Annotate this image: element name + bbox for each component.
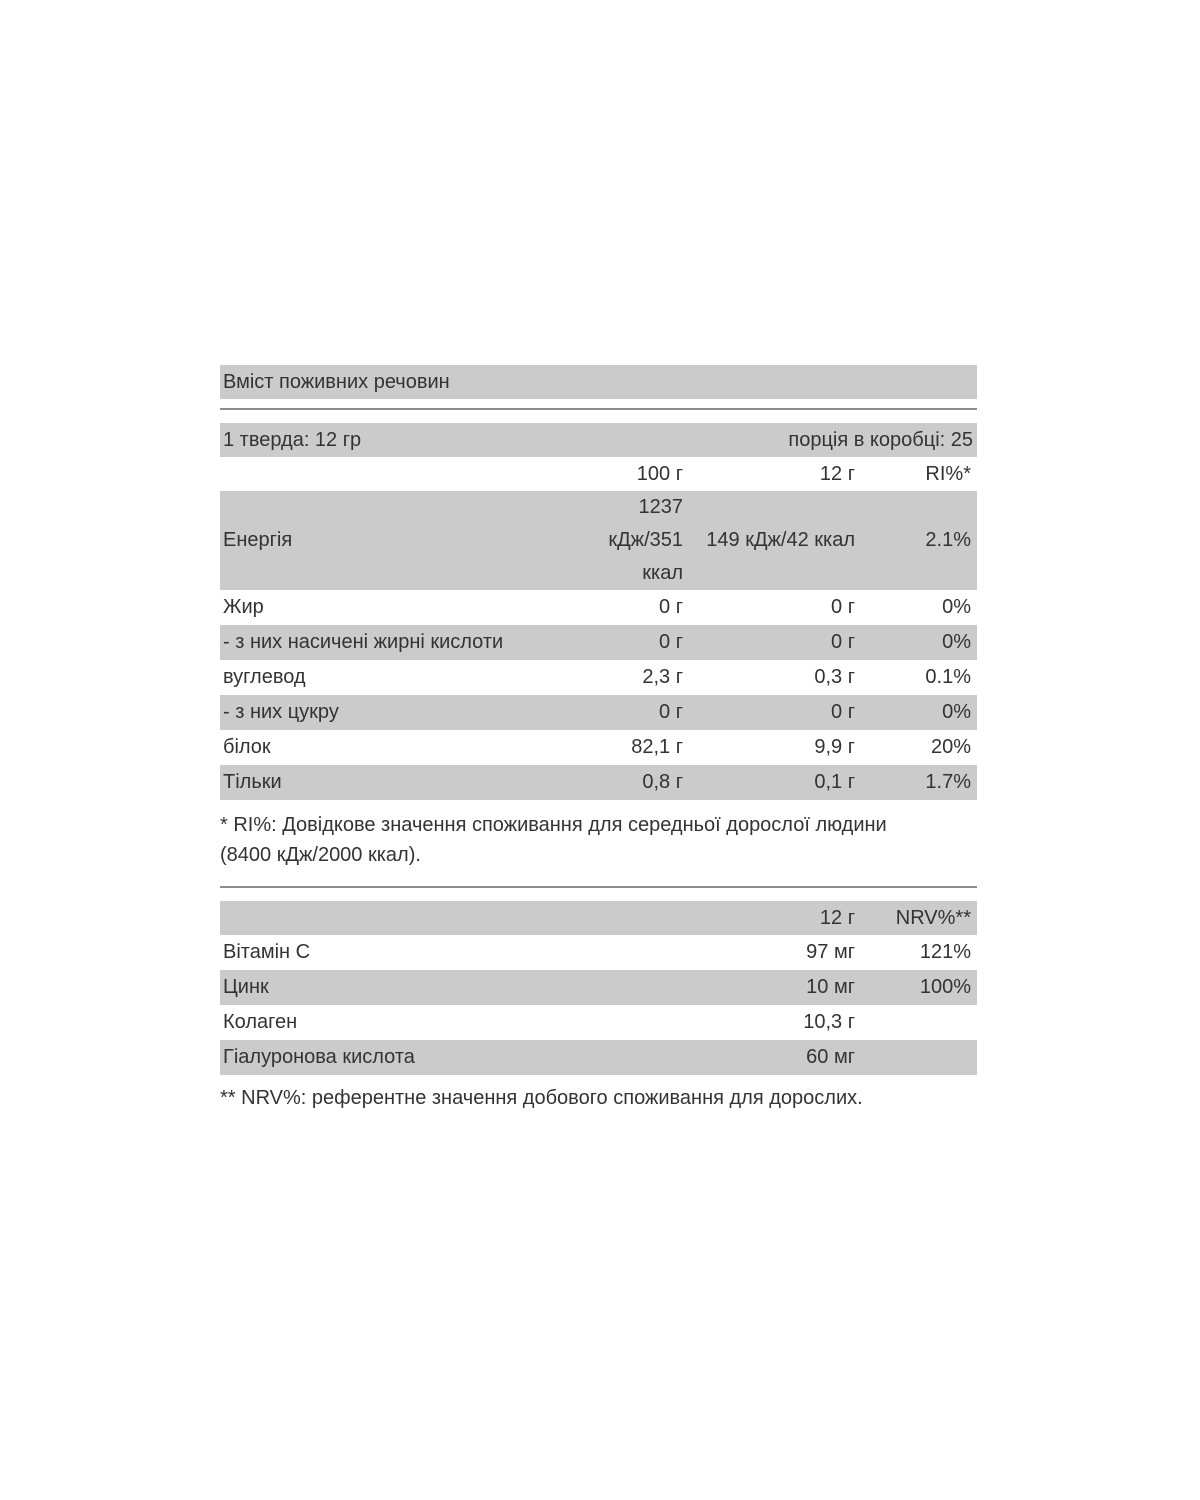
micro-table-header-row [220,901,977,935]
value-per-100g: 0 г [659,701,683,723]
column-header-12g: 12 г [819,462,855,485]
value-per-12g: 60 мг [806,1046,855,1068]
value-per-12g: 0 г [831,631,855,653]
value-per-12g: 10,3 г [803,1011,855,1033]
value-per-100g: 0 г [659,596,683,618]
value-ri-percent: 20% [930,736,971,758]
value-per-100g: 2,3 г [642,666,683,688]
section-divider [220,408,977,410]
nutrient-label: Цинк [223,976,269,998]
column-header-100g: 100 г [636,462,683,485]
value-per-12g: 10 мг [806,976,855,998]
value-per-12g: 9,9 г [814,736,855,758]
table-row-carbohydrate [220,660,977,695]
column-header-ri: RI%* [925,462,971,485]
nutrient-label: Гіалуронова кислота [223,1046,415,1068]
section-divider [220,886,977,888]
ri-footnote: * RI%: Довідкове значення споживання для середньої дорослої людини (8400 кДж/2000 ккал). [220,814,887,866]
column-header-12g: 12 г [819,906,855,929]
value-per-12g: 0 г [831,596,855,618]
value-per-12g: 149 кДж/42 ккал [706,529,855,551]
value-per-12g: 0,3 г [814,666,855,688]
value-ri-percent: 0% [942,631,971,653]
value-ri-percent: 2.1% [925,529,971,551]
value-per-100g: 0,8 г [642,771,683,793]
value-ri-percent: 0% [942,701,971,723]
value-per-100g: 82,1 г [631,736,683,758]
value-per-12g: 0,1 г [814,771,855,793]
table-title: Вміст поживних речовин [220,365,977,399]
value-per-12g: 97 мг [806,941,855,963]
value-ri-percent: 0.1% [925,666,971,688]
table-row-vitamin-c [220,935,977,970]
table-row-protein [220,730,977,765]
table-row-salt [220,765,977,800]
column-header-nrv: NRV%** [895,906,971,929]
nrv-footnote: ** NRV%: референтне значення добового споживання для дорослих. [220,1087,863,1109]
main-table-header-row [220,457,977,491]
nutrient-label: Тільки [223,771,282,793]
table-row-sugars [220,695,977,730]
value-nrv-percent: 100% [919,976,971,998]
nutrient-label: Жир [223,596,264,618]
nutrient-label: білок [223,736,271,758]
value-ri-percent: 1.7% [925,771,971,793]
value-ri-percent: 0% [942,596,971,618]
nutrient-label: - з них цукру [223,701,339,723]
table-row-energy [220,491,977,590]
nutrient-label: - з них насичені жирні кислоти [223,631,504,653]
serving-size-label: 1 тверда: 12 гр [223,428,362,451]
value-per-100g [520,491,683,590]
value-nrv-percent: 121% [919,941,971,963]
serving-info-row [220,423,977,457]
nutrient-label: вуглевод [223,666,306,688]
table-row-hyaluronic-acid [220,1040,977,1075]
table-row-zinc [220,970,977,1005]
value-per-12g: 0 г [831,701,855,723]
table-row-saturated-fat [220,625,977,660]
table-row-fat [220,590,977,625]
servings-per-box-label: порція в коробці: 25 [788,428,973,451]
nutrient-label: Енергія [223,529,293,551]
nutrition-facts-panel [220,365,977,1119]
energy-per-100g-value: 1237 кДж/351 ккал [608,496,683,584]
table-row-collagen [220,1005,977,1040]
nutrient-label: Вітамін C [223,941,311,963]
nutrient-label: Колаген [223,1011,298,1033]
value-per-100g: 0 г [659,631,683,653]
